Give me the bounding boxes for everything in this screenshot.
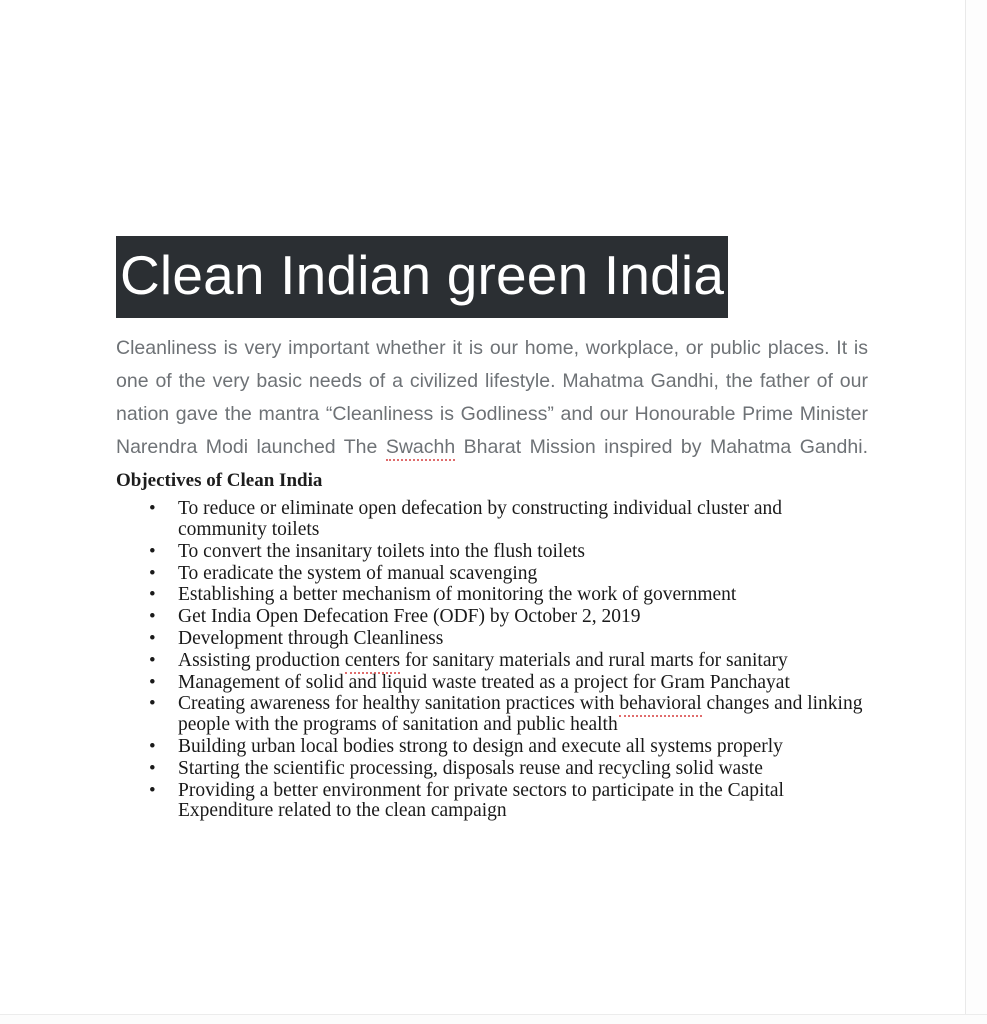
list-item-text-pre: Management of solid and liquid waste treated as a project for Gram Panchayat	[178, 671, 790, 693]
list-item-text-post: for sanitary materials and rural marts for sanitary	[400, 649, 788, 671]
list-item	[116, 737, 868, 758]
list-item-text-pre: To eradicate the system of manual scavenging	[178, 562, 538, 584]
objectives-list	[116, 499, 868, 822]
objectives-heading: Objectives of Clean India	[116, 470, 323, 492]
document-content	[116, 236, 868, 823]
list-item-text-pre: Providing a better environment for private sectors to participate in the Capital Expenditure related to the clean campaign	[178, 779, 784, 822]
list-item-text-pre: Development through Cleanliness	[178, 627, 444, 649]
list-item	[116, 585, 868, 606]
intro-text-part-1: Cleanliness is very important whether it is our home, workplace, or public places. It is one of the very basic needs of a civilized lifestyle. Mahatma Gandhi, the father of our nation gave the mantra “Cleanliness is Godliness” and our Honourable Prime Minister Narendra Modi launched The	[116, 337, 868, 459]
page-right-margin	[965, 0, 987, 1024]
list-item-text-pre: Get India Open Defecation Free (ODF) by October 2, 2019	[178, 606, 641, 628]
list-item-text-pre: Building urban local bodies strong to design and execute all systems properly	[178, 735, 783, 757]
spellcheck-word-swachh: Swachh	[386, 436, 455, 461]
list-item-text-post: changes and linking people with the programs of sanitation and public health	[178, 693, 863, 736]
list-item	[116, 759, 868, 780]
list-item-text-pre: Assisting production	[178, 649, 345, 671]
list-item-text-pre: Establishing a better mechanism of monitoring the work of government	[178, 584, 737, 606]
title-container	[116, 236, 868, 318]
list-item-text-pre: Creating awareness for healthy sanitation practices with	[178, 693, 620, 715]
list-item	[116, 542, 868, 563]
list-item	[116, 629, 868, 650]
list-item-text-pre: To convert the insanitary toilets into the flush toilets	[178, 540, 585, 562]
list-item	[116, 673, 868, 694]
list-item-text-pre: Starting the scientific processing, disposals reuse and recycling solid waste	[178, 757, 763, 779]
spellcheck-word-behavioral: behavioral	[619, 693, 701, 717]
list-item	[116, 564, 868, 585]
list-item	[116, 651, 868, 672]
list-item-text-pre: To reduce or eliminate open defecation by constructing individual cluster and community toilets	[178, 498, 783, 540]
list-item	[116, 694, 868, 736]
list-item	[116, 607, 868, 628]
intro-text-part-2: Bharat Mission inspired by Mahatma Gandhi.	[455, 436, 868, 459]
list-item	[116, 781, 868, 823]
spellcheck-word-centers: centers	[345, 650, 400, 674]
intro-paragraph	[116, 332, 868, 497]
list-item	[116, 499, 868, 541]
page-title: Clean Indian green India	[116, 236, 728, 318]
page-bottom-margin	[0, 1014, 987, 1024]
